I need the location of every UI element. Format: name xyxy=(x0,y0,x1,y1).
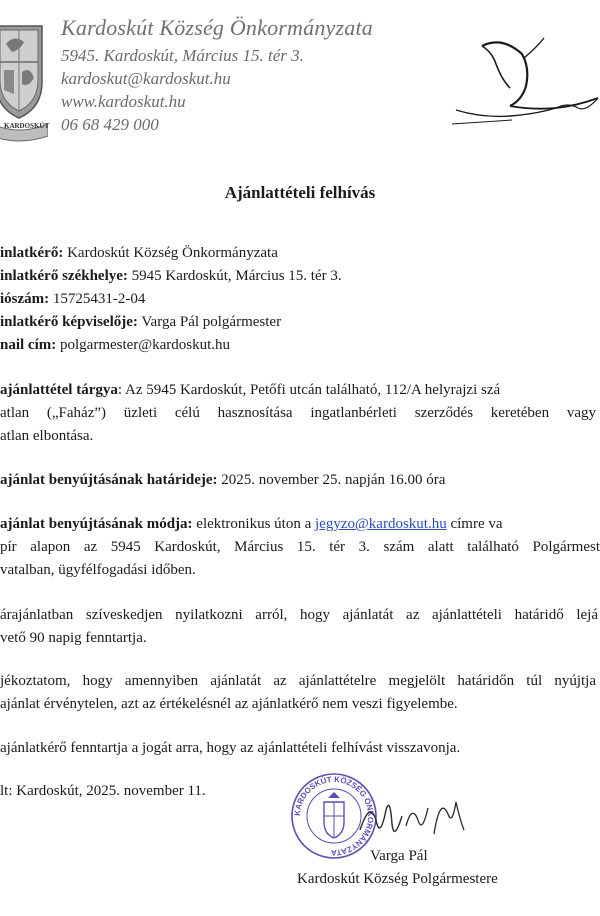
subject-label: ajánlattétel tárgya xyxy=(0,382,118,398)
email-value: polgarmester@kardoskut.hu xyxy=(60,337,231,353)
representative-line xyxy=(0,314,281,331)
method-line-1 xyxy=(0,516,503,533)
tax-number-value: 15725431-2-04 xyxy=(52,291,146,307)
deadline-line xyxy=(0,472,445,489)
seat-value: 5945 Kardoskút, Március 15. tér 3. xyxy=(131,268,342,284)
requester-value: Kardoskút Község Önkormányzata xyxy=(67,245,278,261)
signer-title: Kardoskút Község Polgármestere xyxy=(297,871,498,887)
method-line-3: vatalban, ügyfélfogadási időben. xyxy=(0,562,196,578)
requester-label: inlatkérő: xyxy=(0,245,64,261)
notice-line-1: jékoztatom, hogy amennyiben ajánlatát az ajánlattételre megjelölt határidőn túl nyújtja xyxy=(0,673,596,689)
email-line xyxy=(0,337,230,354)
org-phone: 06 68 429 000 xyxy=(61,115,159,134)
deadline-label: ajánlat benyújtásának határideje: xyxy=(0,472,218,488)
tax-number-label: iószám: xyxy=(0,291,50,307)
subject-line-3: atlan elbontása. xyxy=(0,428,94,444)
handwritten-signature xyxy=(356,790,466,850)
tax-number-line xyxy=(0,291,145,308)
method-text-post: címre va xyxy=(450,516,503,532)
requester-line xyxy=(0,245,278,262)
org-email: kardoskut@kardoskut.hu xyxy=(61,69,231,88)
method-text-pre: elektronikus úton a xyxy=(196,516,312,532)
representative-label: inlatkérő képviselője: xyxy=(0,314,138,330)
declare-line-1: árajánlatban szíveskedjen nyilatkozni arról, hogy ajánlatát az ajánlattételi határidő lejá xyxy=(0,607,598,623)
method-email-link[interactable]: jegyzo@kardoskut.hu xyxy=(315,516,447,532)
declare-line-2: vető 90 napig fenntartja. xyxy=(0,630,147,646)
seat-label: inlatkérő székhelye: xyxy=(0,268,128,284)
notice-line-2: ajánlat érvénytelen, azt az értékelésnél az ajánlatkérő nem veszi figyelembe. xyxy=(0,696,458,712)
org-address: 5945. Kardoskút, Március 15. tér 3. xyxy=(61,46,304,65)
subject-line-1 xyxy=(0,382,500,399)
dated-line: lt: Kardoskút, 2025. november 11. xyxy=(0,783,206,799)
subject-line-2: atlan („Faház”) üzleti célú hasznosítása ingatlanbérleti szerződés keretében vagy xyxy=(0,405,596,421)
email-label: nail cím: xyxy=(0,337,57,353)
seat-line xyxy=(0,268,342,285)
org-name: Kardoskút Község Önkormányzata xyxy=(61,15,373,40)
revoke-line: ajánlatkérő fenntartja a jogát arra, hogy az ajánlattételi felhívást visszavonja. xyxy=(0,740,461,756)
stork-logo xyxy=(452,28,600,130)
representative-value: Varga Pál polgármester xyxy=(141,314,282,330)
org-website: www.kardoskut.hu xyxy=(61,92,186,111)
method-line-2: pír alapon az 5945 Kardoskút, Március 15. tér 3. szám alatt található Polgármest xyxy=(0,539,600,555)
deadline-value: 2025. november 25. napján 16.00 óra xyxy=(221,472,446,488)
subject-text-1: : Az 5945 Kardoskút, Petőfi utcán található, 112/A helyrajzi szá xyxy=(117,382,501,398)
crest-ribbon-text: KARDOSKÚT xyxy=(4,122,50,130)
stamp-ring-text: KARDOSKÚT KÖZSÉG ÖNKORMÁNYZATA xyxy=(292,774,376,858)
method-label: ajánlat benyújtásának módja: xyxy=(0,516,193,532)
document-title: Ajánlattételi felhívás xyxy=(224,183,376,202)
signer-name: Varga Pál xyxy=(370,848,428,864)
